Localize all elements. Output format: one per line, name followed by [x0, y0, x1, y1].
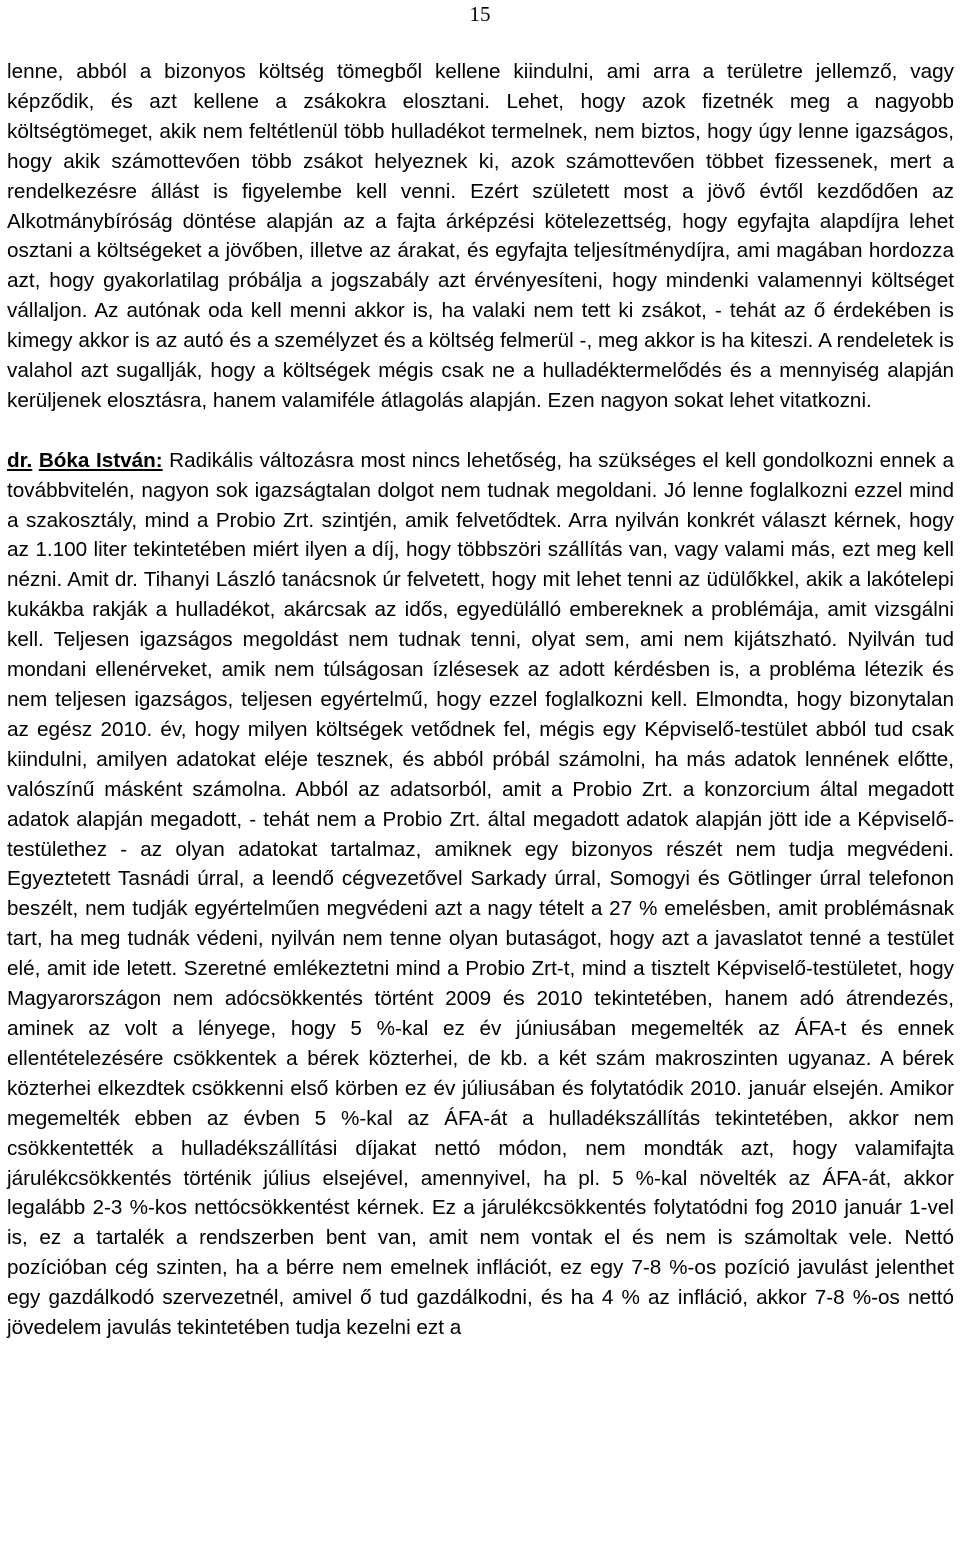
- speaker-text: Radikális változásra most nincs lehetőség, ha szükséges el kell gondolkozni ennek a továbbvitelén, nagyon sok igazságtalan dolgot nem tudnak megoldani. Jó lenne foglalkozni ezzel mind a szakosztály, mind a Probio Zrt. szintjén, amik felvetődtek. Arra nyilván konkrét választ kérnek, hogy az 1.100 liter tekintetében miért ilyen a díj, hogy többszöri szállítás van, vagy valami más, ezt meg kell nézni. Amit dr. Tihanyi László tanácsnok úr felvetett, hogy mit lehet tenni az üdülőkkel, akik a lakótelepi kukákba rakják a hulladékot, akárcsak az idős, egyedülálló embereknek a problémája, amit vizsgálni kell. Teljesen igazságos megoldást nem tudnak tenni, olyat sem, ami nem kijátszható. Nyilván tud mondani ellenérveket, amik nem túlságosan ízlésesek az adott kérdésben is, a probléma létezik és nem teljesen igazságos, teljesen egyértelmű, hogy ezzel foglalkozni kell. Elmondta, hogy bizonytalan az egész 2010. év, hogy milyen költségek vetődnek fel, mégis egy Képviselő-testület abból tud csak kiindulni, amilyen adatokat eléje tesznek, és abból próbál számolni, ha más adatok lennének előtte, valószínű másként számolna. Abból az adatsorból, amit a Probio Zrt. a konzorcium által megadott adatok alapján megadott, - tehát nem a Probio Zrt. által megadott adatok alapján jött ide a Képviselő-testülethez - az olyan adatokat tartalmaz, amiknek egy bizonyos részét nem tudja megvédeni. Egyeztetett Tasnádi úrral, a leendő cégvezetővel Sarkady úrral, Somogyi és Götlinger úrral telefonon beszélt, nem tudják egyértelműen megvédeni azt a nagy tételt a 27 % emelésben, amit problémásnak tart, ha meg tudnák védeni, nyilván nem tenne olyan butaságot, hogy azt a javaslatot tenné a testület elé, amit ide letett. Szeretné emlékeztetni mind a Probio Zrt-t, mind a tisztelt Képviselő-testületet, hogy Magyarországon nem adócsökkentés történt 2009 és 2010 tekintetében, hanem adó átrendezés, aminek az volt a lényege, hogy 5 %-kal ez év júniusában megemelték az ÁFA-t és ennek ellentételezésére csökkentek a bérek közterhei, de kb. a két szám makroszinten ugyanaz. A bérek közterhei elkezdtek csökkenni első körben ez év júliusában és folytatódik 2010. január elsején. Amikor megemelték ebben az évben 5 %-kal az ÁFA-át a hulladékszállítás tekintetében, akkor nem csökkentették a hulladékszállítási díjakat nettó módon, nem mondták azt, hogy valamifajta járulékcsökkentés történik július elsejével, amennyivel, ha pl. 5 %-kal növelték az ÁFA-át, akkor legalább 2-3 %-kos nettócsökkentést kérnek. Ez a járulékcsökkentés folytatódni fog 2010 január 1-vel is, ez a tartalék a rendszerben bent van, amit nem vontak el és nem is számoltak vele. Nettó pozícióban cég szinten, ha a bérre nem emelnek inflációt, ez egy 7-8 %-os pozíció javulást jelenthet egy gazdálkodó szervezetnél, amivel ő tud gazdálkodni, és ha 4 % az infláció, akkor 7-8 %-os nettó jövedelem javulás tekintetében tudja kezelni ezt a: [7, 448, 955, 1340]
- paragraph-speaker-boka: [7, 446, 954, 1343]
- speaker-label: [7, 449, 163, 472]
- speaker-title: dr.: [7, 448, 33, 472]
- document-body: [7, 57, 954, 1343]
- paragraph-continued: lenne, abból a bizonyos költség tömegből kellene kiindulni, ami arra a területre jellemző, vagy képződik, és azt kellene a zsákokra elosztani. Lehet, hogy azok fizetnék meg a nagyobb költségtömeget, akik nem feltétlenül több hulladékot termelnek, nem biztos, hogy úgy lenne igazságos, hogy akik számottevően több zsákot helyeznek ki, azok számottevően többet fizessenek, mert a rendelkezésre állást is figyelembe kell venni. Ezért született most a jövő évtől kezdődően az Alkotmánybíróság döntése alapján az a fajta árképzési kötelezettség, hogy egyfajta alapdíjra lehet osztani a költségeket a jövőben, illetve az árakat, és egyfajta teljesítménydíjra, ami magában hordozza azt, hogy gyakorlatilag próbálja a jogszabály azt érvényesíteni, hogy mindenki valamennyi költséget vállaljon. Az autónak oda kell menni akkor is, ha valaki nem tett ki zsákot, - tehát az ő érdekében is kimegy akkor is az autó és a személyzet és a költség felmerül -, meg akkor is ha kiteszi. A rendeletek is valahol azt sugallják, hogy a költségek mégis csak ne a hulladéktermelődés és a mennyiség alapján kerüljenek elosztásra, hanem valamiféle átlagolás alapján. Ezen nagyon sokat lehet vitatkozni.: [7, 60, 954, 412]
- speaker-name: Bóka István:: [38, 448, 163, 472]
- page-number: 15: [469, 2, 491, 26]
